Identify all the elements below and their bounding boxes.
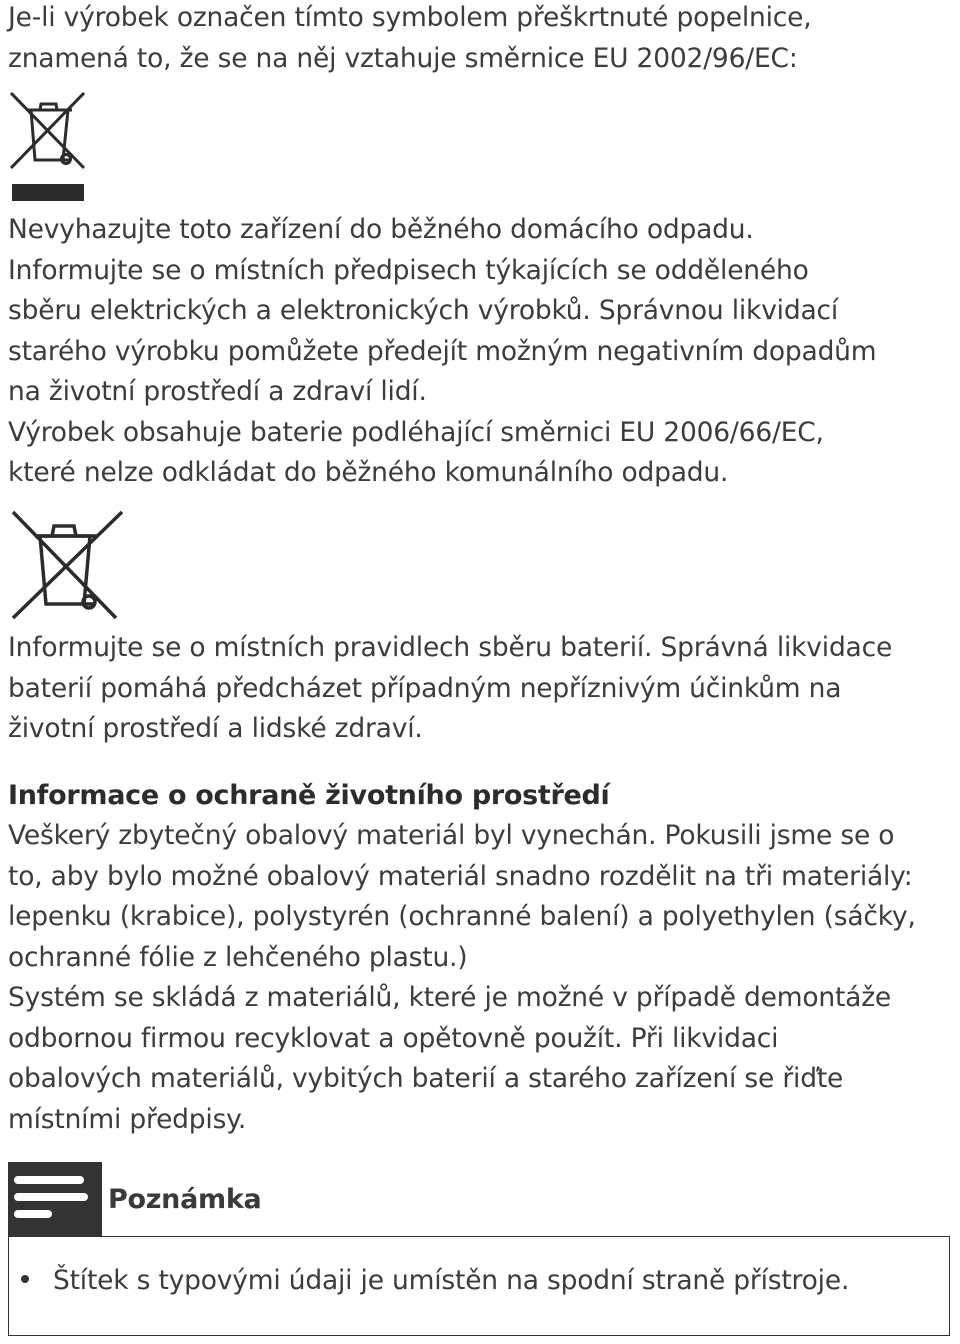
environment-line: ochranné fólie z lehčeného plastu.)	[8, 941, 468, 973]
battery-line: Informujte se o místních pravidlech sběru baterií. Správná likvidace	[8, 632, 893, 663]
disposal-paragraph	[8, 210, 876, 494]
environment-line: odbornou firmou recyklovat a opětovně použít. Při likvidaci	[8, 1022, 779, 1054]
disposal-line: starého výrobku pomůžete předejít možným negativním dopadům	[8, 335, 877, 367]
section-heading: Informace o ochraně životního prostředí	[8, 780, 610, 811]
crossed-out-bin-icon	[10, 510, 128, 626]
disposal-line: Nevyhazujte toto zařízení do běžného domácího odpadu.	[8, 214, 754, 245]
environment-paragraph	[8, 816, 916, 1140]
disposal-line: Informujte se o místních předpisech týkajících se odděleného	[8, 254, 809, 286]
bullet-icon	[21, 1275, 29, 1283]
note-item-text: Štítek s typovými údaji je umístěn na spodní straně přístroje.	[53, 1265, 850, 1296]
intro-paragraph	[8, 0, 811, 79]
environment-line: to, aby bylo možné obalový materiál snadno rozdělit na tři materiály:	[8, 860, 913, 892]
battery-line: životní prostředí a lidské zdraví.	[8, 713, 423, 744]
note-title: Poznámka	[108, 1184, 262, 1215]
disposal-line: Výrobek obsahuje baterie podléhající směrnici EU 2006/66/EC,	[8, 416, 824, 448]
environment-line: obalových materiálů, vybitých baterií a starého zařízení se řiďte	[8, 1063, 844, 1094]
note-lines-icon	[8, 1162, 102, 1236]
note-header	[8, 1162, 952, 1236]
battery-line: baterií pomáhá předcházet případným nepříznivým účinkům na	[8, 672, 842, 704]
battery-paragraph	[8, 628, 892, 750]
intro-line: znamená to, že se na něj vztahuje směrnice EU 2002/96/EC:	[8, 42, 798, 74]
environment-line: místními předpisy.	[8, 1103, 247, 1135]
disposal-line: sběru elektrických a elektronických výrobků. Správnou likvidací	[8, 295, 839, 326]
intro-line: Je-li výrobek označen tímto symbolem přeškrtnuté popelnice,	[8, 2, 812, 33]
separate-collection-bar	[12, 184, 84, 201]
disposal-line: které nelze odkládat do běžného komunálního odpadu.	[8, 457, 729, 488]
environment-line: lepenku (krabice), polystyrén (ochranné balení) a polyethylen (sáčky,	[8, 901, 916, 932]
environment-line: Veškerý zbytečný obalový materiál byl vynechán. Pokusili jsme se o	[8, 820, 895, 851]
environment-line: Systém se skládá z materiálů, které je možné v případě demontáže	[8, 982, 892, 1013]
crossed-out-wheelie-bin-icon	[10, 92, 88, 178]
list-item	[21, 1261, 849, 1301]
disposal-line: na životní prostředí a zdraví lidí.	[8, 376, 427, 407]
note-box	[8, 1236, 950, 1336]
